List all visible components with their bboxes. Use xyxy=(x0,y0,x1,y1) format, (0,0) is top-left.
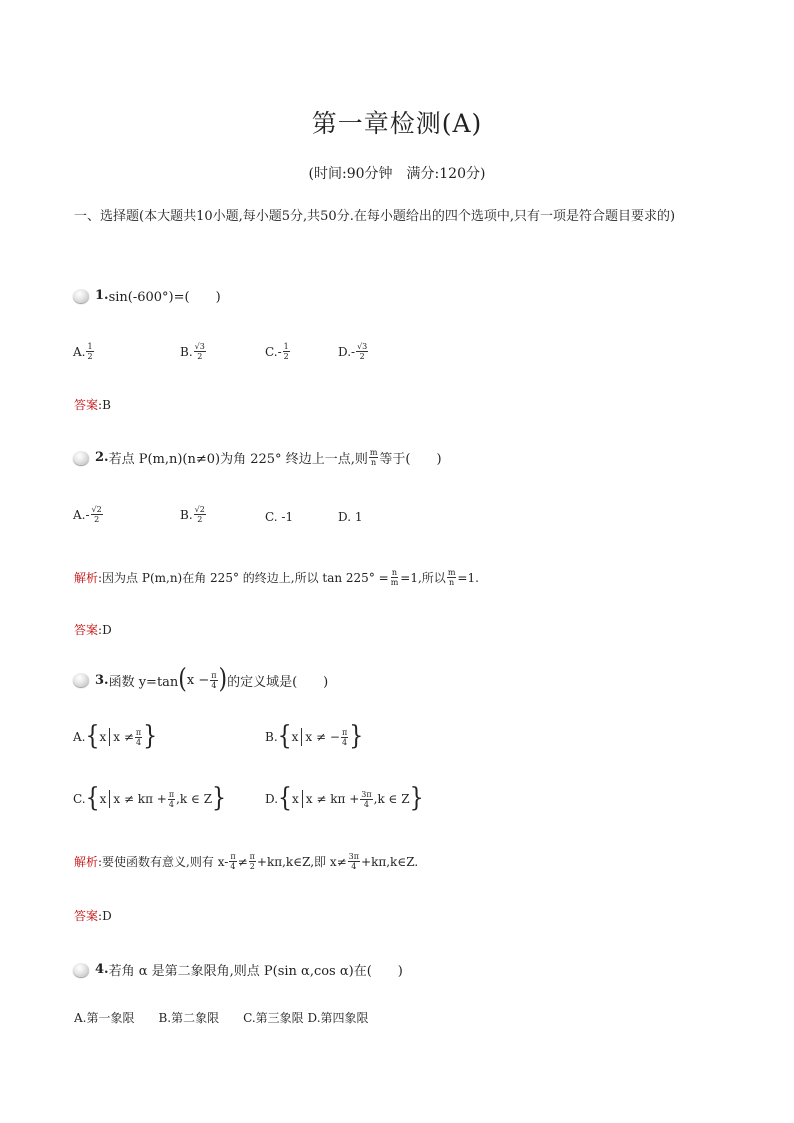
question-4 xyxy=(73,960,403,979)
option-label: B. xyxy=(265,730,278,744)
explanation-text: :因为点 P(m,n)在角 225° 的终边上,所以 tan 225° = xyxy=(98,571,389,585)
explanation-2 xyxy=(74,568,479,587)
fraction: $\frac{m}{n}$ xyxy=(447,568,456,587)
answer-3: 答案:D xyxy=(74,909,112,923)
fraction: $\frac{√2}{2}$ xyxy=(194,505,205,524)
explanation-text: =1,所以 xyxy=(400,571,446,585)
explanation-text: +kπ,k∈Z. xyxy=(361,854,419,869)
question-1 xyxy=(73,286,221,305)
fraction: $\frac{3\pi}{4}$ xyxy=(348,852,360,871)
explanation-3 xyxy=(74,852,418,871)
question-bullet-icon xyxy=(73,451,89,465)
option-a xyxy=(73,342,95,361)
answer-value: D xyxy=(102,909,112,923)
question-stem: 函数 y=tan xyxy=(108,674,179,690)
question-stem: sin(-600°)=( ) xyxy=(108,290,221,305)
fraction: $\frac{1}{2}$ xyxy=(283,342,289,361)
explanation-text: :要使函数有意义,则有 x- xyxy=(98,855,229,869)
options-4: A.第一象限 B.第二象限 C.第三象限 D.第四象限 xyxy=(74,1011,369,1025)
fraction: $\frac{\pi}{4}$ xyxy=(211,670,217,690)
question-number: 2. xyxy=(95,450,109,465)
fraction: $\frac{m}{n}$ xyxy=(369,448,378,467)
option-label: D.- xyxy=(338,344,356,359)
question-bullet-icon xyxy=(73,673,89,687)
fraction: $\frac{\pi}{2}$ xyxy=(249,852,255,871)
math-expr: x − xyxy=(186,672,210,688)
question-2 xyxy=(73,448,442,467)
fraction: $\frac{\pi}{4}$ xyxy=(341,727,348,747)
question-bullet-icon xyxy=(73,963,89,977)
fraction: $\frac{3\pi}{4}$ xyxy=(361,789,372,809)
question-number: 3. xyxy=(95,672,109,688)
fraction: $\frac{\pi}{4}$ xyxy=(168,789,175,809)
option-b: B. { x x ≠ − $\frac{\pi}{4}$ } xyxy=(265,721,364,752)
page-title: 第一章检测(A) xyxy=(311,109,483,138)
option-label: A. xyxy=(73,730,86,744)
answer-label: 答案 xyxy=(74,623,99,637)
option-label: C. xyxy=(73,792,86,806)
option-a xyxy=(73,505,104,524)
answer-2: 答案:D xyxy=(74,623,112,637)
option-d xyxy=(338,342,369,361)
explanation-label: 解析 xyxy=(74,571,99,585)
answer-value: D xyxy=(102,623,112,637)
question-bullet-icon xyxy=(73,289,89,303)
question-3: 3. 函数 y=tan ( x − $\frac{\pi}{4}$ ) 的定义域是( ) xyxy=(73,670,328,690)
option-label: A.- xyxy=(73,507,90,522)
fraction: $\frac{√3}{2}$ xyxy=(194,342,205,361)
question-number: 4. xyxy=(95,962,109,977)
option-d: D. 1 xyxy=(338,510,363,524)
explanation-label: 解析 xyxy=(74,855,99,869)
fraction: $\frac{1}{2}$ xyxy=(87,342,93,361)
question-stem-tail: 等于( ) xyxy=(379,452,442,467)
option-label: C.- xyxy=(265,344,282,359)
option-a: A. { x x ≠ $\frac{\pi}{4}$ } xyxy=(73,721,158,752)
option-label: B. xyxy=(180,507,193,522)
answer-value: B xyxy=(102,398,111,412)
fraction: $\frac{\pi}{4}$ xyxy=(230,852,236,871)
exam-info: (时间:90分钟 满分:120分) xyxy=(308,166,486,182)
answer-1: 答案:B xyxy=(74,398,111,412)
explanation-text: +kπ,k∈Z,即 x≠ xyxy=(256,855,347,869)
option-label: D. xyxy=(265,792,279,806)
question-stem: 若角 α 是第二象限角,则点 P(sin α,cos α)在( ) xyxy=(108,964,403,979)
option-c: C. { x x ≠ kπ + $\frac{\pi}{4}$ ,k ∈ Z } xyxy=(73,783,227,814)
answer-label: 答案 xyxy=(74,398,99,412)
fraction: $\frac{\pi}{4}$ xyxy=(135,727,142,747)
fraction: $\frac{√3}{2}$ xyxy=(357,342,368,361)
option-b xyxy=(180,342,207,361)
question-stem: 若点 P(m,n)(n≠0)为角 225° 终边上一点,则 xyxy=(108,452,368,467)
option-label: A. xyxy=(73,344,86,359)
section-heading: 一、选择题(本大题共10小题,每小题5分,共50分.在每小题给出的四个选项中,只有一项是符合题目要求的) xyxy=(74,209,676,224)
question-stem-tail: 的定义域是( ) xyxy=(227,674,329,690)
option-label: B. xyxy=(180,344,193,359)
option-b xyxy=(180,505,207,524)
answer-label: 答案 xyxy=(74,909,99,923)
explanation-text: =1. xyxy=(457,570,479,585)
explanation-text: ≠ xyxy=(237,854,248,869)
option-c: C. -1 xyxy=(265,510,294,524)
fraction: $\frac{√2}{2}$ xyxy=(91,505,102,524)
option-c xyxy=(265,342,291,361)
option-d: D. { x x ≠ kπ + $\frac{3\pi}{4}$ ,k ∈ Z } xyxy=(265,783,424,814)
fraction: $\frac{n}{m}$ xyxy=(390,568,399,587)
question-number: 1. xyxy=(95,288,109,303)
